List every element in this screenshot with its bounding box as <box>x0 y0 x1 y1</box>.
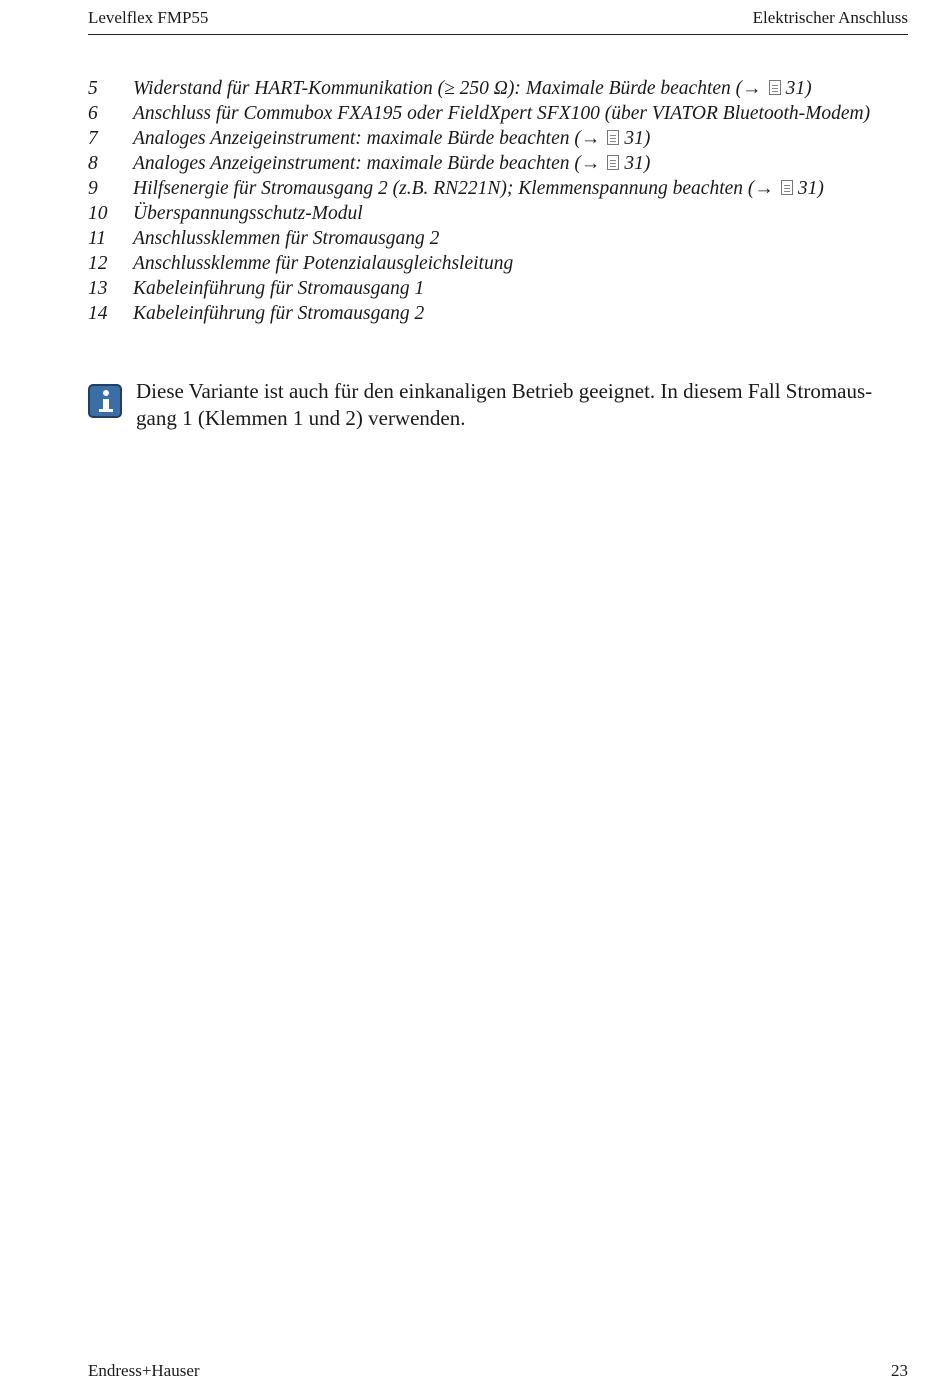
legend-list <box>88 76 908 326</box>
legend-item-text: Analoges Anzeigeinstrument: maximale Bürde beachten (→ <box>133 128 601 149</box>
legend-item <box>88 76 908 101</box>
legend-item <box>88 251 908 276</box>
page-number: 23 <box>891 1361 908 1380</box>
legend-item-text: Anschlussklemme für Potenzialausgleichsleitung <box>133 253 514 274</box>
footer-brand: Endress+Hauser <box>88 1361 200 1380</box>
info-note-line: gang 1 (Klemmen 1 und 2) verwenden. <box>136 406 466 430</box>
legend-item <box>88 201 908 226</box>
legend-item-text: Überspannungsschutz-Modul <box>133 203 363 224</box>
info-note-text <box>136 378 906 432</box>
legend-item-number: 13 <box>88 278 108 299</box>
info-icon <box>88 384 122 418</box>
legend-item-number: 8 <box>88 153 98 174</box>
legend-item-number: 9 <box>88 178 98 199</box>
legend-item-text: Analoges Anzeigeinstrument: maximale Bürde beachten (→ <box>133 153 601 174</box>
legend-item-text: Anschlussklemmen für Stromausgang 2 <box>133 228 440 249</box>
header-product-name: Levelflex FMP55 <box>88 8 209 27</box>
header-section-title: Elektrischer Anschluss <box>752 8 908 27</box>
page-reference-link[interactable]: 31) <box>785 78 812 99</box>
page-reference-link[interactable]: 31) <box>624 153 651 174</box>
legend-item <box>88 301 908 326</box>
page-reference-icon <box>607 155 619 170</box>
page-reference-icon <box>769 80 781 95</box>
info-note-line: Diese Variante ist auch für den einkanaligen Betrieb geeignet. In diesem Fall Stromaus- <box>136 379 873 403</box>
legend-item-number: 10 <box>88 203 108 224</box>
legend-item-text: Hilfsenergie für Stromausgang 2 (z.B. RN221N); Klemmenspannung beachten (→ <box>133 178 774 199</box>
page-reference-link[interactable]: 31) <box>624 128 651 149</box>
legend-item-text: Widerstand für HART-Kommunikation (≥ 250 Ω): Maximale Bürde beachten (→ <box>133 78 762 99</box>
page-reference-link[interactable]: 31) <box>797 178 824 199</box>
legend-item-number: 5 <box>88 78 98 99</box>
page-header <box>88 6 908 35</box>
legend-item-text: Anschluss für Commubox FXA195 oder FieldXpert SFX100 (über VIATOR Bluetooth-Modem) <box>133 103 871 124</box>
legend-item-number: 12 <box>88 253 108 274</box>
legend-item-number: 11 <box>88 228 107 249</box>
legend-item <box>88 176 908 201</box>
legend-item-text: Kabeleinführung für Stromausgang 1 <box>133 278 425 299</box>
legend-item-number: 7 <box>88 128 98 149</box>
legend-item <box>88 126 908 151</box>
legend-item <box>88 276 908 301</box>
legend-item-number: 14 <box>88 303 108 324</box>
legend-item <box>88 151 908 176</box>
page-reference-icon <box>607 130 619 145</box>
legend-item-number: 6 <box>88 103 98 124</box>
page-reference-icon <box>781 180 793 195</box>
legend-item <box>88 226 908 251</box>
legend-item <box>88 101 908 126</box>
legend-item-text: Kabeleinführung für Stromausgang 2 <box>133 303 425 324</box>
